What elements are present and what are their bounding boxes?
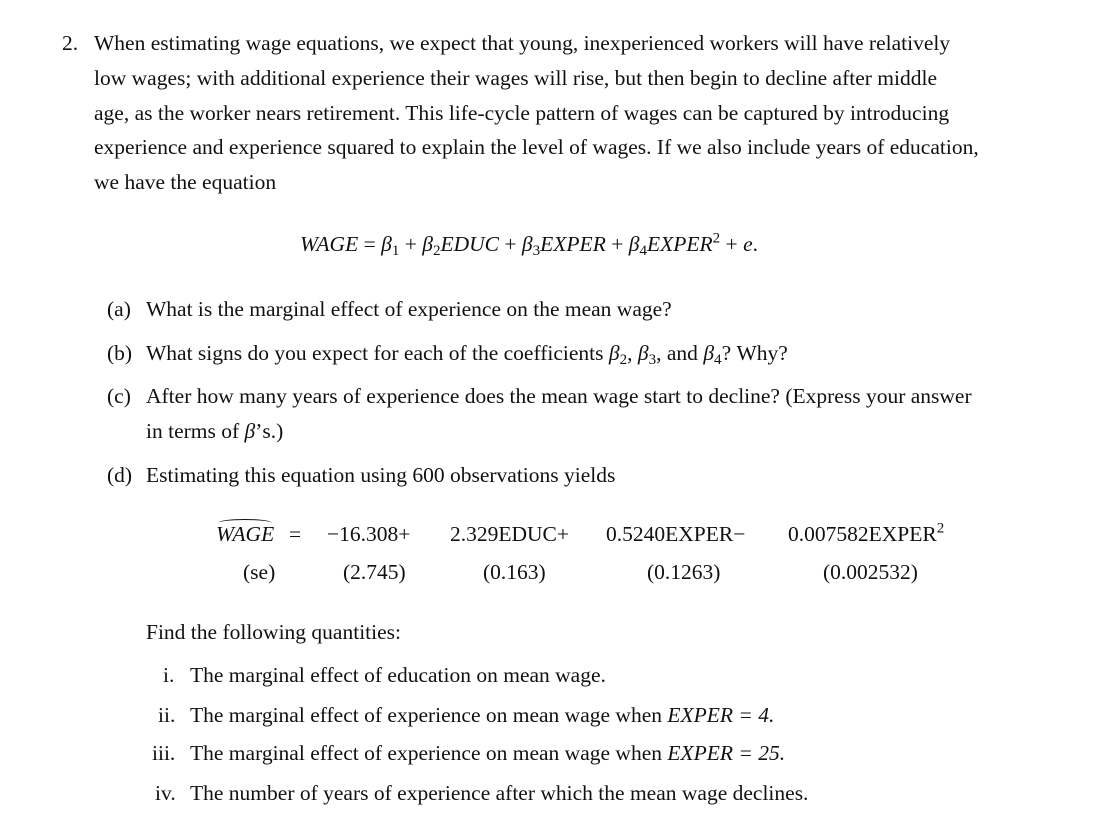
find-heading: Find the following quantities: [146,620,401,644]
problem-number: 2. [62,31,79,55]
part-b-text: What signs do you expect for each of the coefficients $\beta_2$, $\beta_3$, and $\beta_4$? Why? [146,341,788,368]
part-b-label: (b) [107,341,133,365]
intro-line: we have the equation [94,170,277,194]
se-exper2: (0.002532) [823,560,918,584]
intro-line: low wages; with additional experience their wages will rise, but then begin to decline after middle [94,66,938,90]
part-d-text: Estimating this equation using 600 observations yields [146,463,616,487]
estimate-lhs: WAGE [216,522,275,546]
estimate-exper2: 0.007582EXPER$^2$ [788,520,945,546]
estimate-intercept: −16.308+ [327,522,411,546]
intro-line: When estimating wage equations, we expect that young, inexperienced workers will have relatively [94,31,951,55]
estimate-educ: 2.329EDUC+ [450,522,570,546]
model-equation: WAGE = $\beta_1$ + $\beta_2EDUC$ + $\beta_3EXPER$ + $\beta_4EXPER^2 + e$. [300,230,758,259]
part-c-label: (c) [107,384,131,408]
se-exper: (0.1263) [647,560,721,584]
part-c-line1: After how many years of experience does the mean wage start to decline? (Express your answer [146,384,972,408]
estimate-exper: 0.5240EXPER− [606,522,746,546]
estimate-equals: = [289,522,302,546]
se-intercept: (2.745) [343,560,406,584]
intro-line: age, as the worker nears retirement. This life-cycle pattern of wages can be captured by introducing [94,101,950,125]
part-d-label: (d) [107,463,133,487]
se-educ: (0.163) [483,560,546,584]
part-c-line2: in terms of β’s.) [146,419,284,443]
se-label: (se) [243,560,276,584]
part-a-label: (a) [107,297,131,321]
part-a-text: What is the marginal effect of experience on the mean wage? [146,297,672,321]
intro-line: experience and experience squared to explain the level of wages. If we also include years of education, [94,135,979,159]
